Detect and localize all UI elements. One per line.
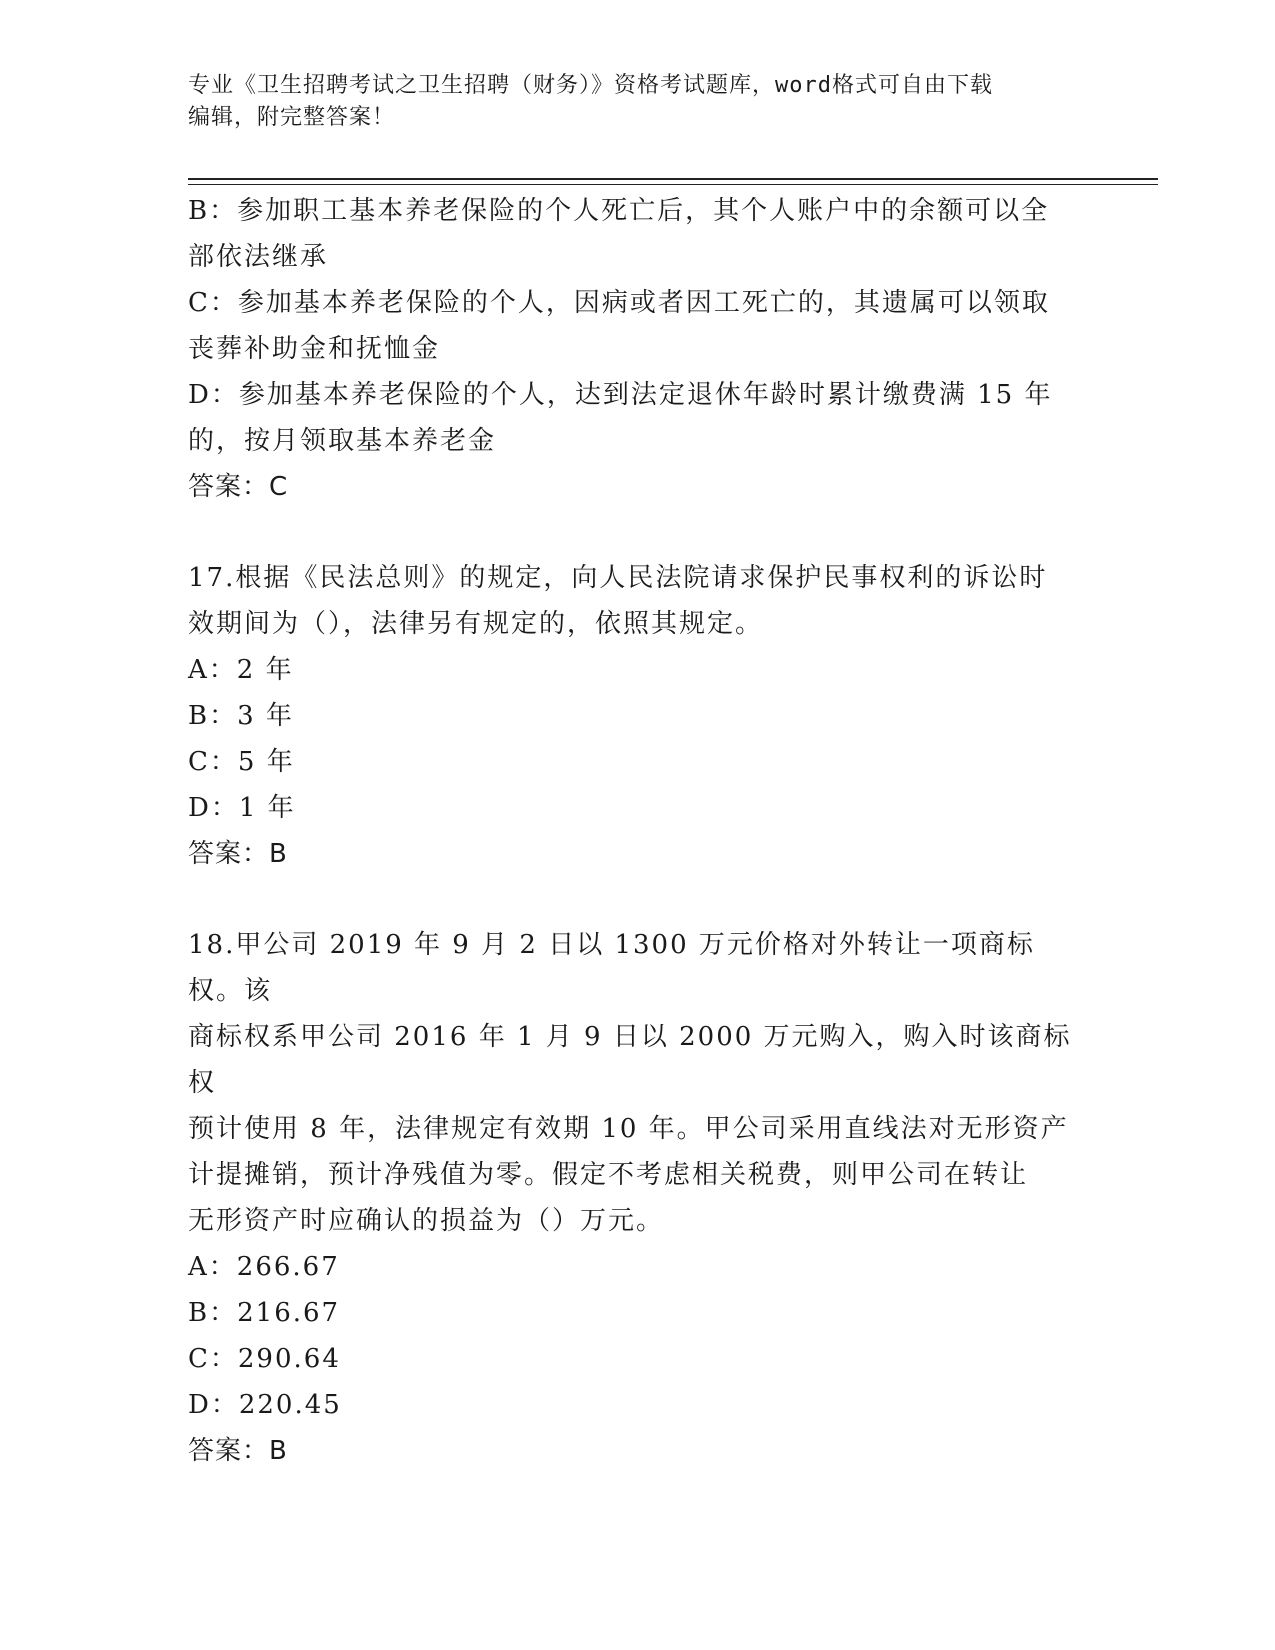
document-header (188, 70, 1088, 134)
option-b: B：216.67 (188, 1298, 341, 1328)
option-d-line-1: D：参加基本养老保险的个人，达到法定退休年龄时累计缴费满 15 年 (188, 380, 1053, 410)
header-divider-thin (188, 184, 1158, 185)
header-line-2: 编辑，附完整答案！ (188, 105, 396, 130)
question-stem-line-1: 18.甲公司 2019 年 9 月 2 日以 1300 万元价格对外转让一项商标权。该 (188, 930, 1035, 1006)
question-stem-line-1: 17.根据《民法总则》的规定，向人民法院请求保护民事权利的诉讼时 (188, 563, 1048, 593)
option-d: D：1 年 (188, 793, 296, 823)
option-c: C：290.64 (188, 1344, 341, 1374)
question-stem-line-2: 商标权系甲公司 2016 年 1 月 9 日以 2000 万元购入，购入时该商标权 (188, 1022, 1072, 1098)
option-b: B：3 年 (188, 701, 294, 731)
question-17 (188, 555, 1088, 877)
option-c: C：5 年 (188, 747, 295, 777)
question-stem-line-4: 计提摊销，预计净残值为零。假定不考虑相关税费，则甲公司在转让 (188, 1160, 1029, 1190)
answer-label: 答案：C (188, 472, 289, 502)
spacer (188, 510, 1088, 555)
question-16-continued (188, 188, 1088, 510)
question-stem-line-5: 无形资产时应确认的损益为（）万元。 (188, 1206, 665, 1236)
answer-label: 答案：B (188, 839, 288, 869)
option-b-line-2: 部依法继承 (188, 242, 329, 272)
answer-label: 答案：B (188, 1436, 288, 1466)
question-stem-line-2: 效期间为（），法律另有规定的，依照其规定。 (188, 609, 764, 639)
question-stem-line-3: 预计使用 8 年，法律规定有效期 10 年。甲公司采用直线法对无形资产 (188, 1114, 1069, 1144)
spacer (188, 877, 1088, 922)
question-18 (188, 922, 1088, 1474)
option-b-line-1: B：参加职工基本养老保险的个人死亡后，其个人账户中的余额可以全 (188, 196, 1050, 226)
option-a: A：266.67 (188, 1252, 340, 1282)
option-d: D：220.45 (188, 1390, 342, 1420)
document-body (188, 188, 1088, 1474)
option-a: A：2 年 (188, 655, 294, 685)
option-c-line-2: 丧葬补助金和抚恤金 (188, 334, 441, 364)
option-c-line-1: C：参加基本养老保险的个人，因病或者因工死亡的，其遗属可以领取 (188, 288, 1050, 318)
option-d-line-2: 的，按月领取基本养老金 (188, 426, 497, 456)
header-divider-thick (188, 178, 1158, 180)
header-line-1: 专业《卫生招聘考试之卫生招聘（财务）》资格考试题库，word格式可自由下载 (188, 73, 993, 98)
